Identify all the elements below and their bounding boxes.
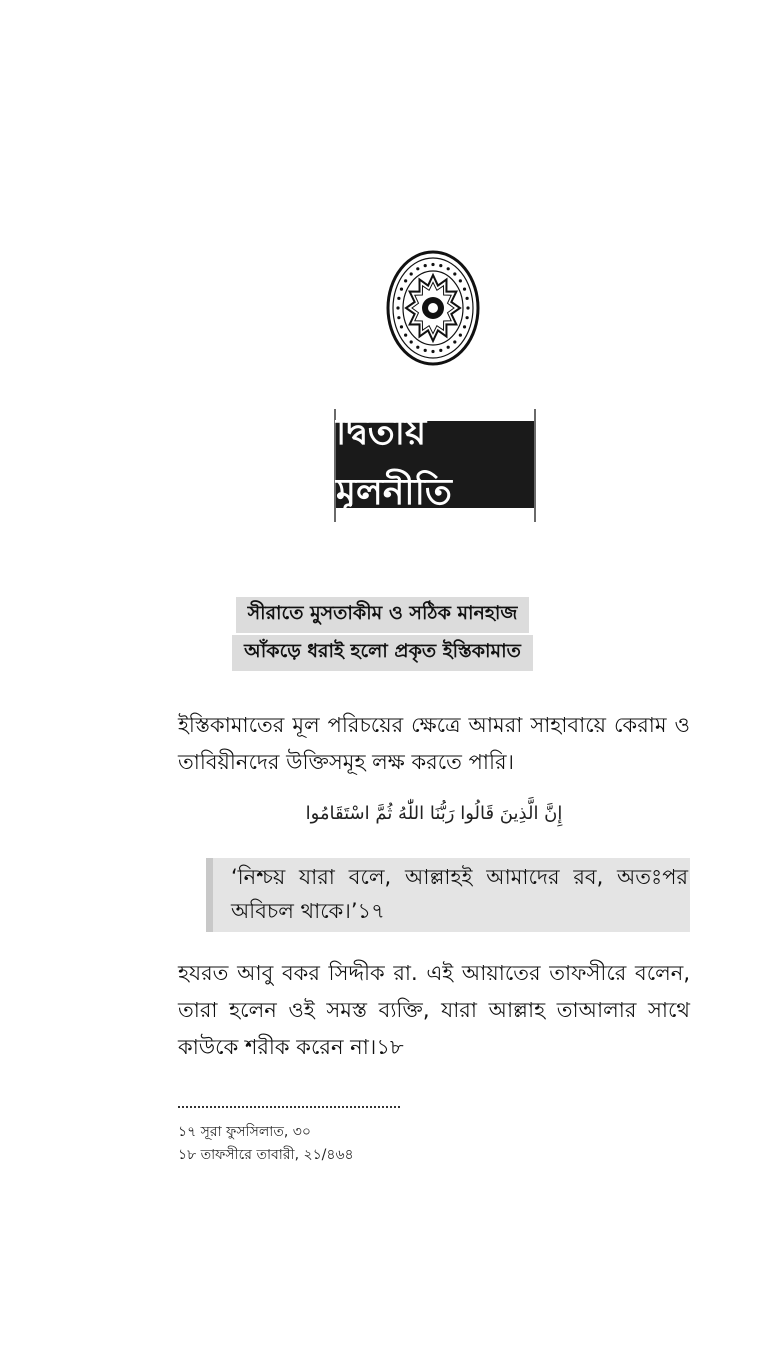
banner-right-rod — [534, 409, 536, 522]
footnote-18: ১৮ তাফসীরে তাবারী, ২১/৪৬৪ — [178, 1147, 354, 1163]
subtitle-line-2-wrap — [0, 635, 765, 671]
footnote-17: ১৭ সূরা ফুসসিলাত, ৩০ — [178, 1124, 311, 1140]
intro-paragraph: ইস্তিকামাতের মূল পরিচয়ের ক্ষেত্রে আমরা সাহাবায়ে কেরাম ও তাবিয়ীনদের উক্তিসমূহ লক্ষ করতে পারি। — [178, 713, 690, 774]
verse-translation: ‘নিশ্চয় যারা বলে, আল্লাহই আমাদের রব, অতঃপর অবিচল থাকে।’১৭ — [206, 858, 690, 932]
subtitle-line-1: সীরাতে মুসতাকীম ও সঠিক মানহাজ — [236, 597, 530, 633]
footnote-divider — [178, 1106, 400, 1108]
arabic-verse: إِنَّ الَّذِينَ قَالُوا رَبُّنَا اللّٰهُ ثُمَّ اسْتَقَامُوا — [305, 803, 563, 824]
rosette-ornament-icon — [386, 250, 480, 366]
chapter-heading: দ্বিতীয় মূলনীতি — [336, 421, 534, 508]
subtitle-line-2: আঁকড়ে ধরাই হলো প্রকৃত ইস্তিকামাত — [232, 635, 533, 671]
commentary-paragraph: হযরত আবু বকর সিদ্দীক রা. এই আয়াতের তাফসীরে বলেন, তারা হলেন ওই সমস্ত ব্যক্তি, যারা আল্লাহ তাআলার সাথে কাউকে শরীক করেন না।১৮ — [178, 961, 690, 1059]
chapter-banner — [334, 409, 536, 522]
subtitle-line-1-wrap — [0, 597, 765, 633]
